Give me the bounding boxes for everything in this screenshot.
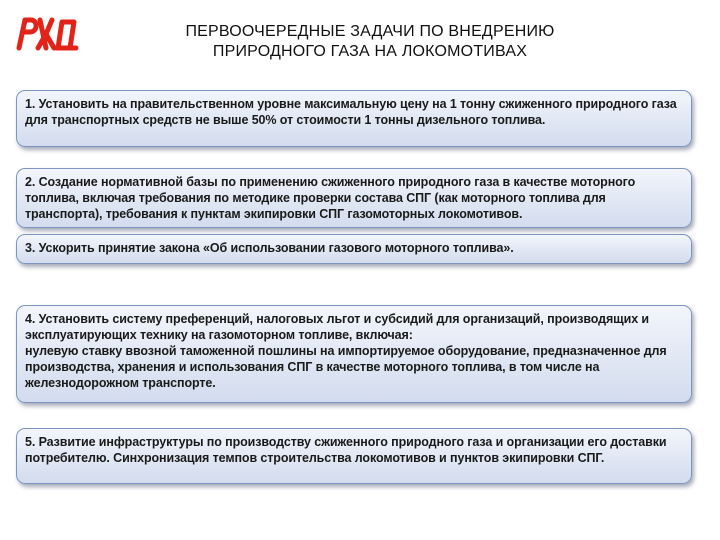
rzd-logo-icon	[14, 14, 82, 52]
task-text: нулевую ставку ввозной таможенной пошлины на импортируемое оборудование, предназначенное для производства, хранения и использования СПГ в качестве моторного топлива, в том числе на железнодорожном транспорте.	[25, 344, 667, 390]
title-line-2: ПРИРОДНОГО ГАЗА НА ЛОКОМОТИВАХ	[212, 43, 528, 60]
task-text: 4. Установить систему преференций, налоговых льгот и субсидий для организаций, производящих и эксплуатирующих технику на газомоторном топливе, включая:	[25, 312, 650, 342]
task-box-1	[16, 90, 692, 147]
task-box-5	[16, 428, 692, 484]
task-text: 5. Развитие инфраструктуры по производству сжиженного природного газа и организации его доставки потребителю. Синхронизация темпов строительства локомотивов и пунктов экипировки СПГ.	[25, 435, 667, 465]
task-text: 1. Установить на правительственном уровне максимальную цену на 1 тонну сжиженного природного газа для транспортных средств не выше 50% от стоимости 1 тонны дизельного топлива.	[25, 97, 677, 127]
task-text: 3. Ускорить принятие закона «Об использовании газового моторного топлива».	[25, 241, 514, 255]
task-box-2	[16, 168, 692, 228]
task-box-3	[16, 234, 692, 264]
task-box-4	[16, 305, 692, 403]
task-text: 2. Создание нормативной базы по применению сжиженного природного газа в качестве моторного топлива, включая требования по методике проверки состава СПГ (как моторного топлива для транспорта), требования к пунктам экипировки СПГ газомоторных локомотивов.	[25, 175, 636, 221]
title-line-1: ПЕРВООЧЕРЕДНЫЕ ЗАДАЧИ ПО ВНЕДРЕНИЮ	[185, 23, 555, 40]
page-title	[120, 22, 620, 62]
